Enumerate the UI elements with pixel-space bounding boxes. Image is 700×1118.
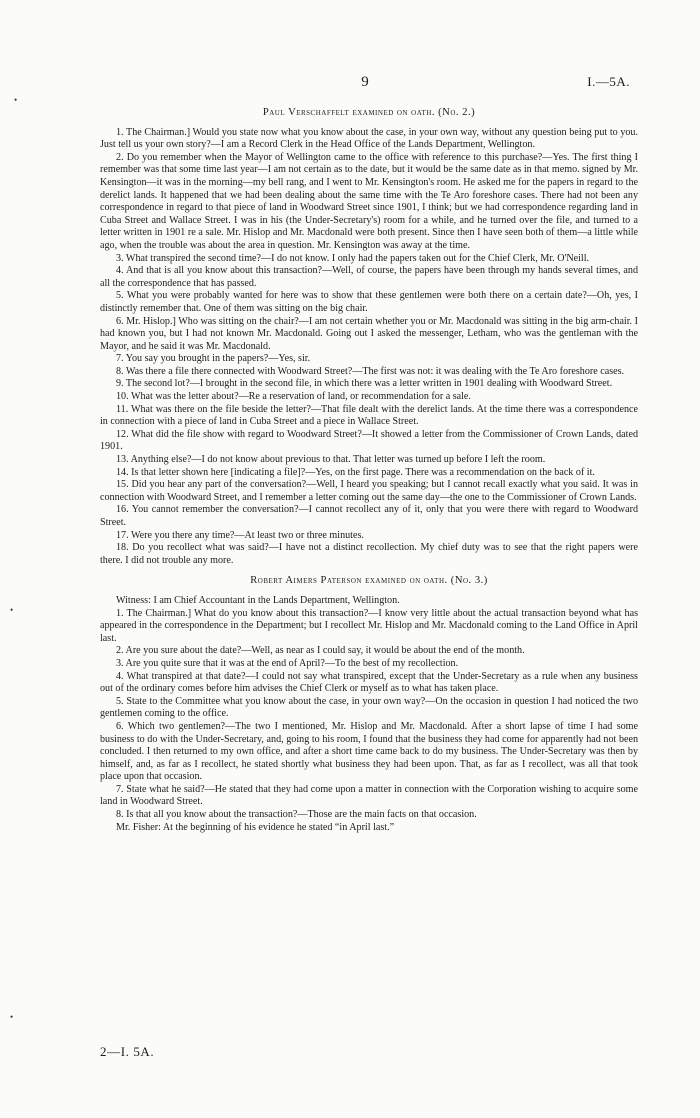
margin-speck: • xyxy=(10,1012,14,1022)
testimony-paragraph: 8. Is that all you know about the transaction?—Those are the main facts on that occasion. xyxy=(116,809,477,821)
testimony-paragraph: 5. State to the Committee what you know about the case, in your own way?—On the occasion in question I had noticed the two gentlemen coming to the office. xyxy=(100,695,638,720)
margin-speck: • xyxy=(14,95,18,105)
signature-mark: 2—I. 5A. xyxy=(100,1044,155,1059)
testimony-paragraph: 12. What did the file show with regard to Woodward Street?—It showed a letter from the Commissioner of Crown Lands, dated 1901. xyxy=(100,428,638,453)
testimony-paragraph: 6. Which two gentlemen?—The two I mentioned, Mr. Hislop and Mr. Macdonald. After a short lapse of time I had some business to do with the Under-Secretary, and, going to his room, I found that the business they had come for apparently had not been concluded. I then returned to my own office, and after a short time came back to do my business. The Under-Secretary was then by himself, and, as far as I recollect, he stated shortly what business they had been upon. That, as far as I recollect, was all that took place upon that occasion. xyxy=(100,720,638,783)
testimony-paragraph: 4. And that is all you know about this transaction?—Well, of course, the papers have been through my hands several times, and all the correspondence that has passed. xyxy=(100,265,638,289)
testimony-paragraph: 7. State what he said?—He stated that they had come upon a matter in connection with the Corporation wishing to acquire some land in Woodward Street. xyxy=(100,783,638,808)
page-body xyxy=(100,104,638,834)
testimony-paragraph: Witness: I am Chief Accountant in the Lands Department, Wellington. xyxy=(116,594,400,606)
testimony-paragraph: 5. What you were probably wanted for here was to show that these gentlemen were both there on a certain date?—Oh, yes, I distinctly remember that. One of them was sitting on the big chair. xyxy=(100,290,638,314)
testimony-paragraph: 8. Was there a file there connected with Woodward Street?—The first was not: it was dealing with the Te Aro foreshore cases. xyxy=(116,365,625,377)
testimony-paragraph: 6. Mr. Hislop.] Who was sitting on the chair?—I am not certain whether you or Mr. Macdonald was sitting in the big arm-chair. I had known you, but I had not known Mr. Macdonald. Going out I asked the messenger, Letham, who was the gentleman with the Mayor, and he said it was Mr. Macdonald. xyxy=(100,315,638,352)
page-header xyxy=(100,74,630,94)
testimony-paragraph: Mr. Fisher: At the beginning of his evidence he stated “in April last.” xyxy=(116,821,395,833)
testimony-paragraph: 1. The Chairman.] Would you state now what you know about the case, in your own way, without any question being put to you. Just tell us your own story?—I am a Record Clerk in the Head Office of the Lands Department, Wellington. xyxy=(100,126,638,151)
testimony-paragraph: 7. You say you brought in the papers?—Yes, sir. xyxy=(116,353,311,365)
testimony-paragraph: 18. Do you recollect what was said?—I have not a distinct recollection. My chief duty was to see that the right papers were there. I did not trouble any more. xyxy=(100,542,638,566)
page-number: 9 xyxy=(361,74,369,90)
testimony-verschaffelt xyxy=(100,127,638,568)
testimony-paragraph: 1. The Chairman.] What do you know about this transaction?—I know very little about the actual transaction beyond what has appeared in the correspondence in the Department; but I recollect Mr. Hislop and Mr. Macdonald coming to the Land Office in April last. xyxy=(100,607,638,644)
paper-reference: I.—5A. xyxy=(587,74,630,89)
testimony-paragraph: 2. Do you remember when the Mayor of Wellington came to the office with reference to this purchase?—Yes. The first thing I remember was that some time last year—I am not certain as to the date, but it would be the same date as in that memo. signed by Mr. Kensington—it was in the morning—my bell rang, and I went to Mr. Kensington's room. He asked me for the papers in regard to the derelict lands. It happened that we had been dealing about the same time with the Te Aro foreshore cases. There had not been any correspondence in regard to that piece of land in Woodward Street since 1901, I think; but we had correspondence regarding land in Cuba Street and Wallace Street. I was in his (the Under-Secretary's) room for a while, and he turned over the file, and turned to a letter written in 1901 re a sale. Mr. Hislop and Mr. Macdonald were both present. Since then I have seen both of them—a little while ago, when the trouble was about the area in question. Mr. Kensington was away at the time. xyxy=(100,151,638,251)
testimony-paragraph: 10. What was the letter about?—Re a reservation of land, or recommendation for a sale. xyxy=(116,391,471,403)
testimony-paragraph: 17. Were you there any time?—At least two or three minutes. xyxy=(116,529,364,541)
testimony-paragraph: 3. Are you quite sure that it was at the end of April?—To the best of my recollection. xyxy=(116,657,459,669)
testimony-paragraph: 16. You cannot remember the conversation?—I cannot recollect any of it, only that you were there with regard to Woodward Street. xyxy=(100,504,638,528)
testimony-paragraph: 11. What was there on the file beside the letter?—That file dealt with the derelict lands. At the time there was a correspondence in connection with a piece of land in Cuba Street and a piece in Wallace Street. xyxy=(100,403,638,428)
margin-speck: • xyxy=(10,605,14,615)
testimony-paragraph: 14. Is that letter shown here [indicating a file]?—Yes, on the first page. There was a recommendation on the back of it. xyxy=(116,466,595,478)
testimony-paragraph: 15. Did you hear any part of the conversation?—Well, I heard you speaking; but I cannot recall exactly what you said. It was in connection with Woodward Street, and I remember a letter coming out the same day—the one to the Commissioner of Crown Lands. xyxy=(100,479,638,503)
witness-heading-paterson: Robert Aimers Paterson examined on oath. (No. 3.) xyxy=(250,575,488,587)
testimony-paragraph: 4. What transpired at that date?—I could not say what transpired, except that the Under-Secretary as a rule when any business out of the ordinary comes before him advises the Chief Clerk or myself as to what has taken place. xyxy=(100,670,638,695)
testimony-paragraph: 2. Are you sure about the date?—Well, as near as I could say, it would be about the end of the month. xyxy=(116,645,525,657)
testimony-paragraph: 13. Anything else?—I do not know about previous to that. That letter was turned up before I left the room. xyxy=(116,454,546,466)
testimony-paragraph: 3. What transpired the second time?—I do not know. I only had the papers taken out for the Chief Clerk, Mr. O'Neill. xyxy=(116,252,590,264)
witness-heading-verschaffelt: Paul Verschaffelt examined on oath. (No. 2.) xyxy=(262,107,476,118)
testimony-paterson xyxy=(100,595,638,834)
testimony-paragraph: 9. The second lot?—I brought in the second file, in which there was a letter written in 1901 dealing with Woodward Street. xyxy=(116,378,613,390)
